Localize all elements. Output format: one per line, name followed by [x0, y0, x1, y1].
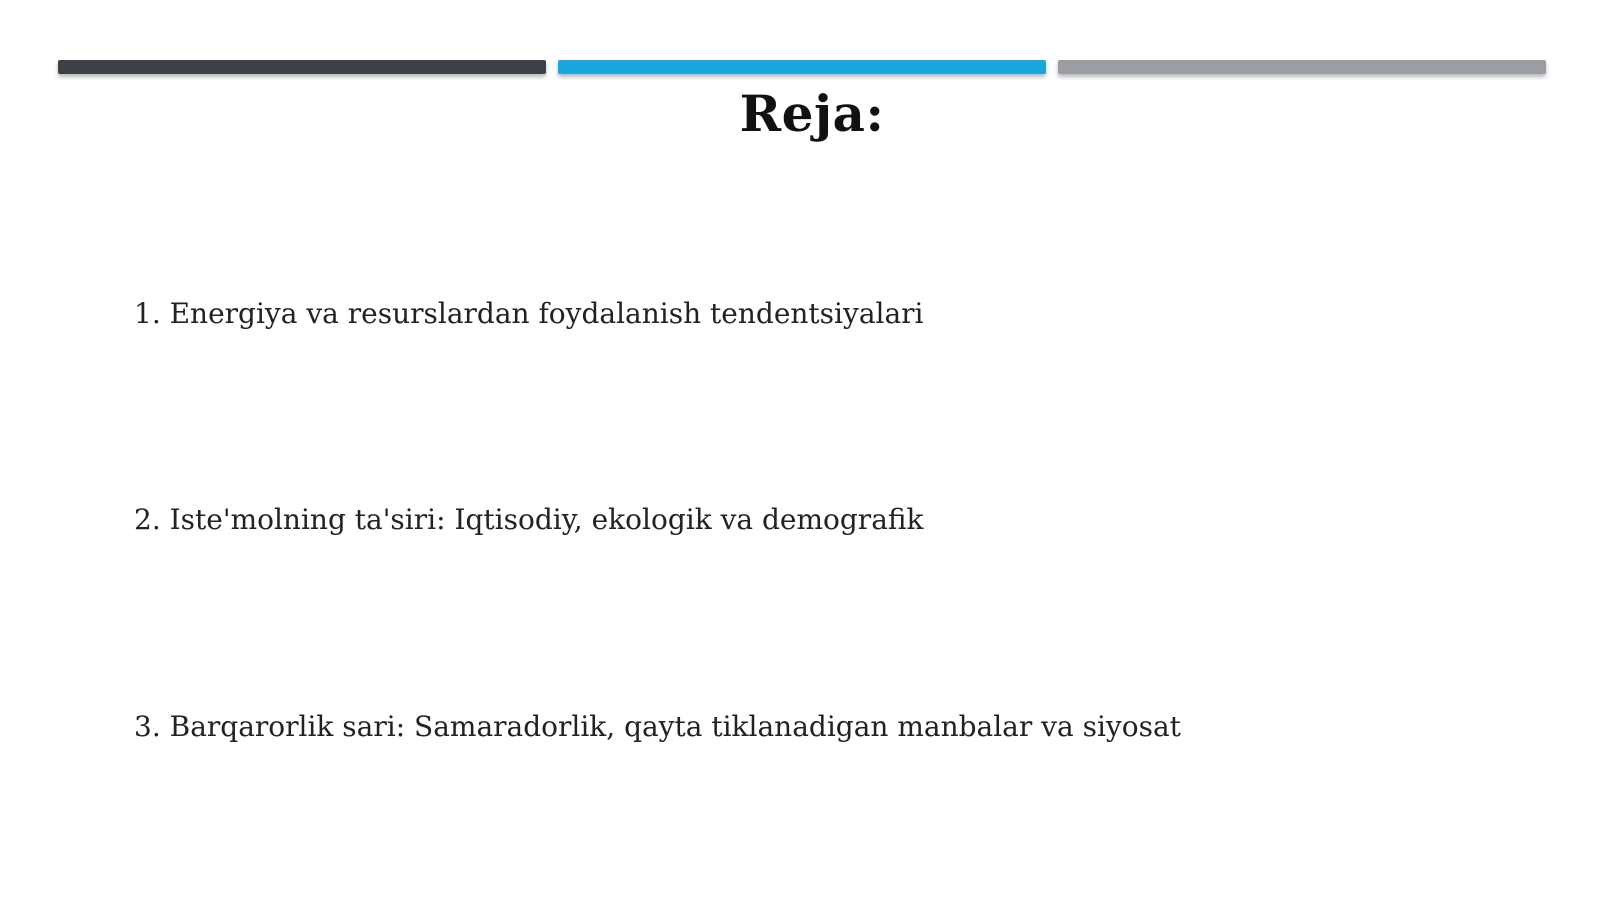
- plan-item-3: 3. Barqarorlik sari: Samaradorlik, qayta tiklanadigan manbalar va siyosat: [134, 710, 1181, 743]
- accent-bars: [58, 60, 1546, 74]
- slide-title: Reja:: [739, 84, 885, 143]
- plan-item-1: 1. Energiya va resurslardan foydalanish tendentsiyalari: [134, 297, 924, 330]
- accent-bar-dark: [58, 60, 546, 74]
- accent-bar-gray: [1058, 60, 1546, 74]
- accent-bar-blue: [558, 60, 1046, 74]
- plan-item-2: 2. Iste'molning ta'siri: Iqtisodiy, ekologik va demografik: [134, 503, 924, 536]
